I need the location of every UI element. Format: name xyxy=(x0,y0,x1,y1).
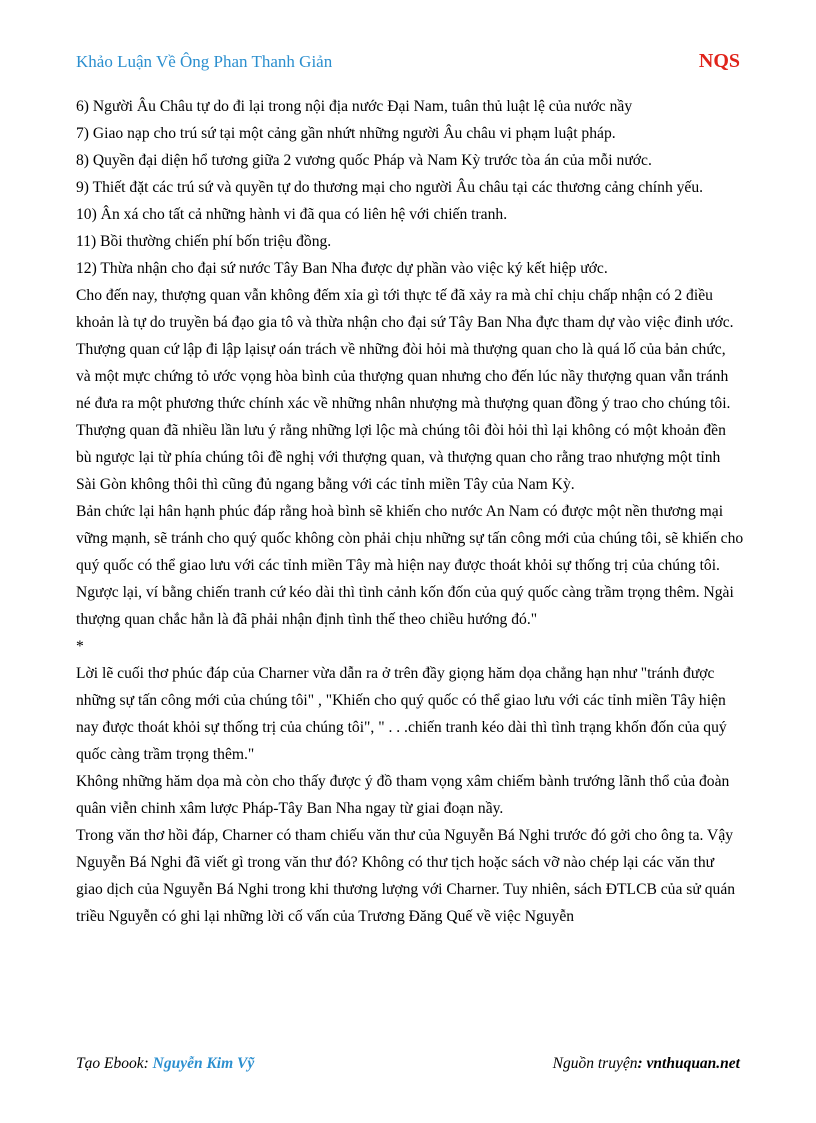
book-title: Khảo Luận Về Ông Phan Thanh Giản xyxy=(76,52,333,71)
paragraph: Thượng quan đã nhiều lần lưu ý rằng những lợi lộc mà chúng tôi đòi hỏi thì lại không có một khoản đền bù ngược lại từ phía chúng tôi đề nghị với thượng quan, và thượng quan cho rằng trao nhượng một tỉnh Sài Gòn không thôi thì cũng đủ ngang bằng với các tỉnh miền Tây của Nam Kỳ. xyxy=(76,422,726,493)
source-site: vnthuquan.net xyxy=(646,1055,740,1072)
paragraph: Cho đến nay, thượng quan vẫn không đếm xỉa gì tới thực tế đã xảy ra mà chỉ chịu chấp nhận có 2 điều khoản là tự do truyền bá đạo gia tô và thừa nhận cho đại sứ Tây Ban Nha đực tham dự vào việc đinh ước. xyxy=(76,287,734,331)
paragraph: 8) Quyền đại diện hổ tương giữa 2 vương quốc Pháp và Nam Kỳ trước tòa án của mỗi nước. xyxy=(76,152,652,169)
paragraph: 6) Người Âu Châu tự do đi lại trong nội địa nước Đại Nam, tuân thủ luật lệ của nước nầy xyxy=(76,98,633,115)
paragraph: Ngược lại, ví bằng chiến tranh cứ kéo dài thì tình cảnh kốn đốn của quý quốc càng trầm trọng thêm. Ngài thượng quan chắc hẳn là đã phải nhận định tình thế theo chiều hướng đó." xyxy=(76,584,734,628)
paragraph: 11) Bồi thường chiến phí bốn triệu đồng. xyxy=(76,233,332,250)
paragraph: Bản chức lại hân hạnh phúc đáp rằng hoà bình sẽ khiến cho nước An Nam có được một nền thương mại vững mạnh, sẽ tránh cho quý quốc không còn phải chịu những sự tấn công mới của chúng tôi, sẽ khiến cho quý quốc có thể giao lưu với các tỉnh miền Tây mà hiện nay được thoát khỏi sự thống trị của chúng tôi. xyxy=(76,503,744,574)
section-separator: * xyxy=(76,638,84,655)
page-content xyxy=(76,93,744,930)
page-footer xyxy=(76,1055,740,1077)
source-label: Nguồn truyện xyxy=(552,1055,638,1072)
paragraph: Không những hăm dọa mà còn cho thấy được ý đồ tham vọng xâm chiếm bành trướng lãnh thổ của đoàn quân viễn chinh xâm lược Pháp-Tây Ban Nha ngay từ giai đoạn nầy. xyxy=(76,773,730,817)
paragraph: Thượng quan cứ lập đi lập lạisự oán trách về những đòi hỏi mà thượng quan cho là quá lố của bản chức, và một mực chứng tỏ ước vọng hòa bình của thượng quan nhưng cho đến lúc nầy thượng quan vẫn tránh né đưa ra một phương thức chính xác về những nhân nhượng mà thượng quan đồng ý trao cho chúng tôi. xyxy=(76,341,731,412)
paragraph: 12) Thừa nhận cho đại sứ nước Tây Ban Nha được dự phần vào việc ký kết hiệp ước. xyxy=(76,260,608,277)
paragraph: 10) Ân xá cho tất cả những hành vi đã qua có liên hệ với chiến tranh. xyxy=(76,206,508,223)
publisher-logo: NQS xyxy=(698,50,740,72)
page-header xyxy=(76,50,740,76)
paragraph: 7) Giao nạp cho trú sứ tại một cảng gần nhứt những người Âu châu vi phạm luật pháp. xyxy=(76,125,616,142)
paragraph: Trong văn thơ hồi đáp, Charner có tham chiếu văn thư của Nguyễn Bá Nghi trước đó gởi cho ông ta. Vậy Nguyễn Bá Nghi đã viết gì trong văn thư đó? Không có thư tịch hoặc sách vỡ nào chép lại các văn thư giao dịch của Nguyễn Bá Nghi trong khi thương lượng với Charner. Tuy nhiên, sách ĐTLCB của sử quán triều Nguyễn có ghi lại những lời cố vấn của Trương Đăng Quế về việc Nguyễn xyxy=(76,827,736,925)
paragraph: Lời lẽ cuối thơ phúc đáp của Charner vừa dẫn ra ở trên đầy giọng hăm dọa chẳng hạn như "tránh được những sự tấn công mới của chúng tôi" , "Khiến cho quý quốc có thể giao lưu với các tỉnh miền Tây hiện nay được thoát khỏi sự thống trị của chúng tôi", " . . .chiến tranh kéo dài thì tình trạng khốn đốn của quý quốc càng trầm trọng thêm." xyxy=(76,665,727,763)
source-credit: Nguồn truyện: vnthuquan.net xyxy=(552,1055,740,1072)
paragraph: 9) Thiết đặt các trú sứ và quyền tự do thương mại cho người Âu châu tại các thương cảng chính yếu. xyxy=(76,179,704,196)
ebook-credit: Tạo Ebook: Nguyễn Kim Vỹ xyxy=(76,1055,255,1072)
credit-label: Tạo Ebook xyxy=(76,1055,144,1072)
credit-name: Nguyễn Kim Vỹ xyxy=(152,1055,255,1072)
